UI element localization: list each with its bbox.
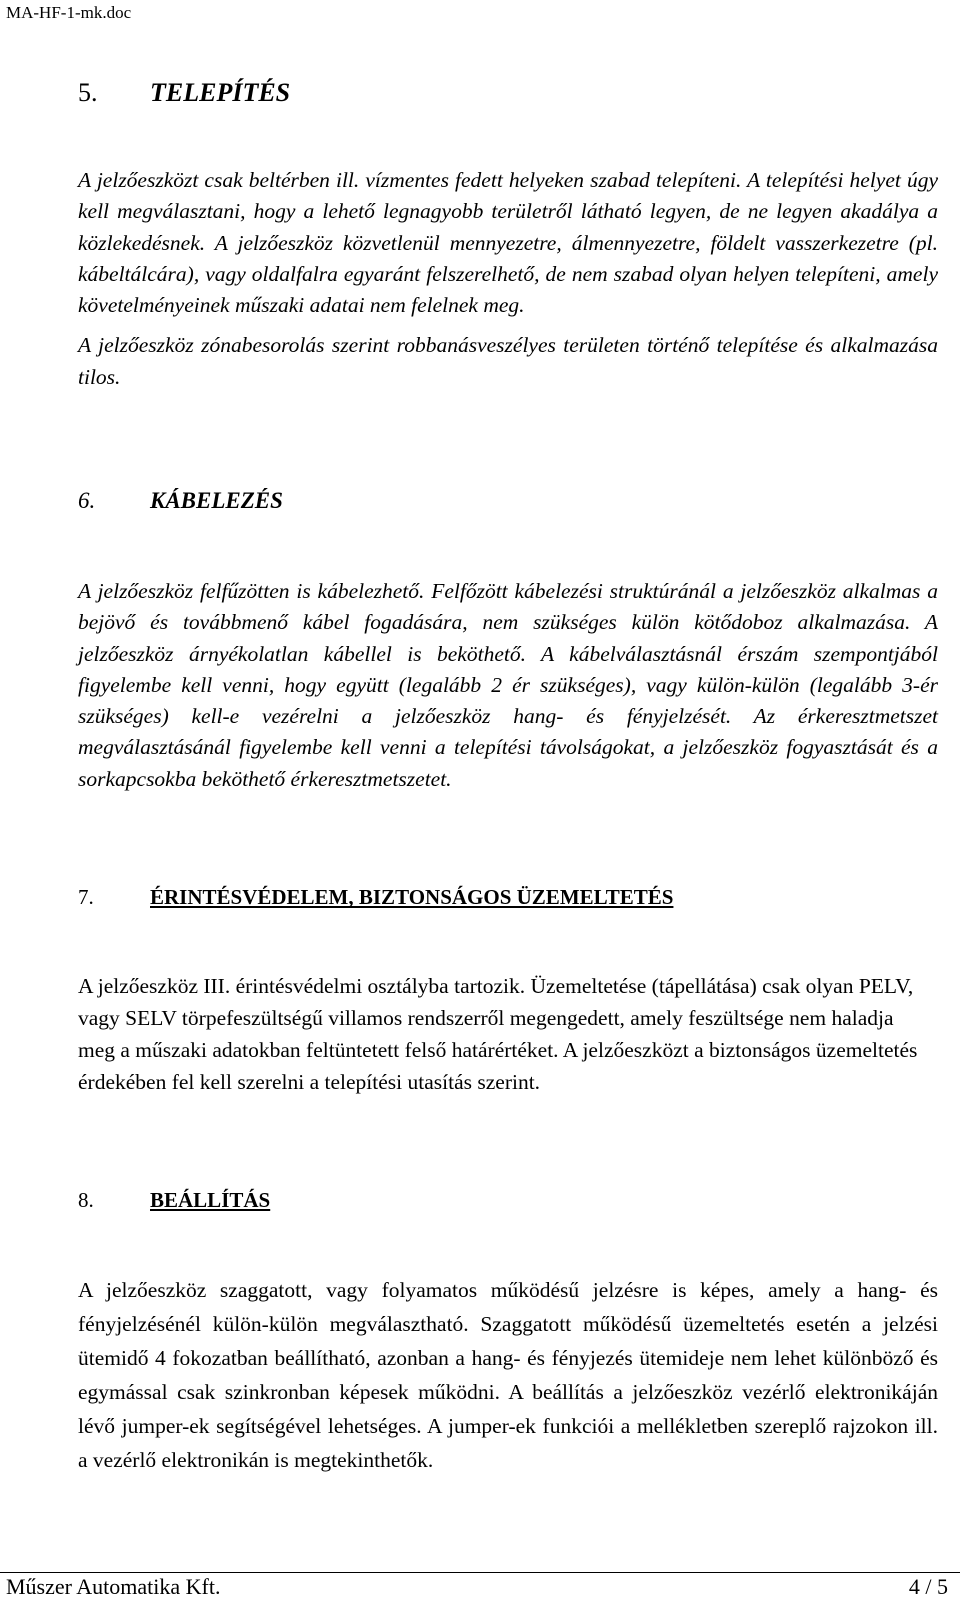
section-title: KÁBELEZÉS: [150, 488, 283, 513]
footer-rule: [0, 1572, 960, 1573]
paragraph: A jelzőeszköz felfűzötten is kábelezhető. Felfőzött kábelezési struktúránál a jelzőeszköz alkalmas a bejövő és továbbmenő kábel fogadására, nem szükséges külön kötődoboz alkalmazása. A jelzőeszköz árnyékolatlan kábellel is beköthető. A kábelválasztásnál érszám szempontjából figyelembe kell venni, hogy együtt (legalább 2 ér szükséges), vagy külön-külön (legalább 3-ér szükséges) kell-e vezérelni a jelzőeszköz hang- és fényjelzését. Az érkeresztmetszet megválasztásánál figyelembe kell venni a telepítési távolságokat, a jelzőeszköz fogyasztását és a sorkapcsokba beköthető érkeresztmetszetet.: [78, 579, 938, 791]
section-8-body: [78, 1273, 938, 1477]
section-7-heading: [78, 885, 938, 910]
section-title: ÉRINTÉSVÉDELEM, BIZTONSÁGOS ÜZEMELTETÉS: [150, 885, 674, 909]
section-8-heading: [78, 1188, 938, 1213]
section-6-body: [78, 576, 938, 795]
paragraph: A jelzőeszközt csak beltérben ill. vízmentes fedett helyeken szabad telepíteni. A telepítési helyet úgy kell megválasztani, hogy a lehető legnagyobb területről látható legyen, de ne legyen akadálya a közlekedésnek. A jelzőeszköz közvetlenül mennyezetre, álmennyezetre, földelt vasszerkezetre (pl. kábeltálcára), vagy oldalfalra egyaránt felszerelhető, de nem szabad olyan helyen telepíteni, amely követelményeinek műszaki adatai nem felelnek meg.: [78, 168, 938, 318]
section-number: 6.: [78, 488, 96, 513]
section-number: 5.: [78, 78, 98, 107]
footer-company: Műszer Automatika Kft.: [6, 1574, 221, 1599]
paragraph: A jelzőeszköz III. érintésvédelmi osztályba tartozik. Üzemeltetése (tápellátása) csak olyan PELV, vagy SELV törpefeszültségű villamos rendszerről megengedett, amely feszültsége nem haladja meg a műszaki adatokban feltüntetett felső határértéket. A jelzőeszközt a biztonságos üzemeltetés érdekében fel kell szerelni a telepítési utasítás szerint.: [78, 974, 918, 1094]
paragraph: A jelzőeszköz zónabesorolás szerint robbanásveszélyes területen történő telepítése és alkalmazása tilos.: [78, 333, 938, 389]
section-number: 7.: [78, 885, 94, 909]
section-title: TELEPÍTÉS: [150, 78, 291, 107]
section-6-heading: [78, 488, 938, 514]
section-number: 8.: [78, 1188, 94, 1212]
footer-page-number: 4 / 5: [908, 1574, 948, 1599]
paragraph: A jelzőeszköz szaggatott, vagy folyamatos működésű jelzésre is képes, amely a hang- és fényjelzésénél külön-külön megválasztható. Szaggatott működésű üzemeltetés esetén a jelzési ütemidő 4 fokozatban beállítható, azonban a hang- és fényjezés ütemideje nem lehet különböző és egymással csak szinkronban képesek működni. A beállítás a jelzőeszköz vezérlő elektronikáján lévő jumper-ek segítségével lehetséges. A jumper-ek funkciói a mellékletben szereplő rajzokon ill. a vezérlő elektronikán is megtekinthetők.: [78, 1278, 938, 1472]
section-7-body: [78, 970, 918, 1098]
header-filename: MA-HF-1-mk.doc: [6, 3, 132, 22]
section-5-body: [78, 165, 938, 393]
section-5-heading: [78, 78, 938, 108]
section-title: BEÁLLÍTÁS: [150, 1188, 271, 1212]
